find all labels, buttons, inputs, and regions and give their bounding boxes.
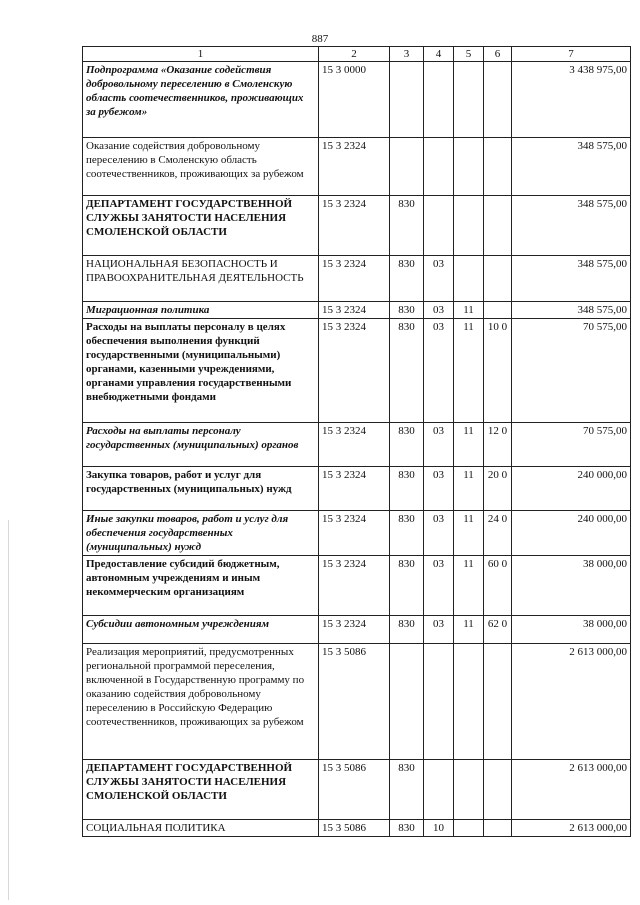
row-section-cell: 03: [424, 467, 454, 511]
row-subsection-cell: 11: [454, 302, 484, 319]
row-dept-cell: [390, 62, 424, 138]
row-amount-cell: 348 575,00: [512, 302, 631, 319]
row-type-cell: 12 0: [484, 423, 512, 467]
header-col-6: 6: [484, 47, 512, 62]
row-name-cell: СОЦИАЛЬНАЯ ПОЛИТИКА: [83, 820, 319, 837]
row-subsection-cell: [454, 760, 484, 820]
table-row: [83, 423, 631, 467]
row-code-cell: 15 3 2324: [319, 423, 390, 467]
table-row: [83, 138, 631, 196]
row-dept-cell: 830: [390, 423, 424, 467]
scan-margin-line: [8, 520, 9, 900]
row-name-cell: Подпрограмма «Оказание содействия добровольному переселению в Смоленскую область соотечественников, проживающих за рубежом»: [83, 62, 319, 138]
row-amount-cell: 348 575,00: [512, 138, 631, 196]
row-name-cell: Предоставление субсидий бюджетным, автономным учреждениям и иным некоммерческим организациям: [83, 556, 319, 616]
row-name-cell: ДЕПАРТАМЕНТ ГОСУДАРСТВЕННОЙ СЛУЖБЫ ЗАНЯТОСТИ НАСЕЛЕНИЯ СМОЛЕНСКОЙ ОБЛАСТИ: [83, 760, 319, 820]
row-name-cell: НАЦИОНАЛЬНАЯ БЕЗОПАСНОСТЬ И ПРАВООХРАНИТЕЛЬНАЯ ДЕЯТЕЛЬНОСТЬ: [83, 256, 319, 302]
row-amount-cell: 38 000,00: [512, 556, 631, 616]
row-code-cell: 15 3 2324: [319, 511, 390, 556]
row-type-cell: 10 0: [484, 319, 512, 423]
table-row: [83, 256, 631, 302]
row-code-cell: 15 3 2324: [319, 319, 390, 423]
row-amount-cell: 3 438 975,00: [512, 62, 631, 138]
row-type-cell: [484, 62, 512, 138]
row-dept-cell: [390, 138, 424, 196]
row-section-cell: 03: [424, 302, 454, 319]
table-row: [83, 556, 631, 616]
row-dept-cell: [390, 644, 424, 760]
header-col-3: 3: [390, 47, 424, 62]
row-name-cell: Миграционная политика: [83, 302, 319, 319]
row-section-cell: [424, 644, 454, 760]
row-name-cell: Субсидии автономным учреждениям: [83, 616, 319, 644]
row-code-cell: 15 3 0000: [319, 62, 390, 138]
row-subsection-cell: 11: [454, 616, 484, 644]
row-dept-cell: 830: [390, 196, 424, 256]
row-dept-cell: 830: [390, 302, 424, 319]
row-subsection-cell: [454, 820, 484, 837]
row-amount-cell: 70 575,00: [512, 423, 631, 467]
budget-table: [82, 46, 631, 837]
row-subsection-cell: 11: [454, 511, 484, 556]
row-amount-cell: 240 000,00: [512, 467, 631, 511]
row-code-cell: 15 3 2324: [319, 196, 390, 256]
row-section-cell: [424, 196, 454, 256]
row-section-cell: 10: [424, 820, 454, 837]
row-amount-cell: 348 575,00: [512, 256, 631, 302]
table-row: [83, 644, 631, 760]
row-code-cell: 15 3 2324: [319, 138, 390, 196]
page-number: 887: [311, 33, 329, 45]
row-dept-cell: 830: [390, 760, 424, 820]
row-section-cell: [424, 760, 454, 820]
row-code-cell: 15 3 5086: [319, 644, 390, 760]
row-section-cell: 03: [424, 423, 454, 467]
table-row: [83, 196, 631, 256]
row-name-cell: Оказание содействия добровольному переселению в Смоленскую область соотечественников, проживающих за рубежом: [83, 138, 319, 196]
table-row: [83, 760, 631, 820]
row-code-cell: 15 3 2324: [319, 467, 390, 511]
row-subsection-cell: 11: [454, 556, 484, 616]
row-code-cell: 15 3 2324: [319, 556, 390, 616]
row-amount-cell: 2 613 000,00: [512, 760, 631, 820]
row-section-cell: 03: [424, 556, 454, 616]
table-row: [83, 62, 631, 138]
row-name-cell: Закупка товаров, работ и услуг для государственных (муниципальных) нужд: [83, 467, 319, 511]
row-amount-cell: 348 575,00: [512, 196, 631, 256]
row-section-cell: [424, 62, 454, 138]
header-col-2: 2: [319, 47, 390, 62]
row-name-cell: Расходы на выплаты персоналу государственных (муниципальных) органов: [83, 423, 319, 467]
row-section-cell: 03: [424, 511, 454, 556]
row-subsection-cell: [454, 256, 484, 302]
row-dept-cell: 830: [390, 256, 424, 302]
row-subsection-cell: 11: [454, 423, 484, 467]
row-section-cell: 03: [424, 319, 454, 423]
table-row: [83, 302, 631, 319]
row-section-cell: 03: [424, 616, 454, 644]
row-type-cell: [484, 196, 512, 256]
row-dept-cell: 830: [390, 616, 424, 644]
row-amount-cell: 38 000,00: [512, 616, 631, 644]
row-subsection-cell: [454, 196, 484, 256]
row-type-cell: 62 0: [484, 616, 512, 644]
row-dept-cell: 830: [390, 511, 424, 556]
table-row: [83, 511, 631, 556]
row-name-cell: Иные закупки товаров, работ и услуг для обеспечения государственных (муниципальных) нужд: [83, 511, 319, 556]
row-subsection-cell: 11: [454, 319, 484, 423]
row-type-cell: [484, 760, 512, 820]
row-section-cell: [424, 138, 454, 196]
row-section-cell: 03: [424, 256, 454, 302]
row-type-cell: [484, 820, 512, 837]
row-amount-cell: 2 613 000,00: [512, 820, 631, 837]
row-code-cell: 15 3 5086: [319, 760, 390, 820]
row-amount-cell: 2 613 000,00: [512, 644, 631, 760]
row-type-cell: 20 0: [484, 467, 512, 511]
header-col-4: 4: [424, 47, 454, 62]
row-type-cell: [484, 256, 512, 302]
row-dept-cell: 830: [390, 467, 424, 511]
row-dept-cell: 830: [390, 319, 424, 423]
row-dept-cell: 830: [390, 820, 424, 837]
row-dept-cell: 830: [390, 556, 424, 616]
header-row: [83, 47, 631, 62]
header-col-5: 5: [454, 47, 484, 62]
header-col-7: 7: [512, 47, 631, 62]
row-code-cell: 15 3 2324: [319, 616, 390, 644]
table-row: [83, 467, 631, 511]
row-subsection-cell: 11: [454, 467, 484, 511]
row-type-cell: [484, 138, 512, 196]
header-col-1: 1: [83, 47, 319, 62]
row-subsection-cell: [454, 138, 484, 196]
row-type-cell: [484, 302, 512, 319]
row-name-cell: Расходы на выплаты персоналу в целях обеспечения выполнения функций государственными (муниципальными) органами, казенными учреждениями, органами управления государственными внебюджетными фондами: [83, 319, 319, 423]
row-name-cell: Реализация мероприятий, предусмотренных региональной программой переселения, включенной в Государственную программу по оказанию содействия добровольному переселению в Российскую Федерацию соотечественников, проживающих за рубежом: [83, 644, 319, 760]
row-amount-cell: 240 000,00: [512, 511, 631, 556]
row-code-cell: 15 3 5086: [319, 820, 390, 837]
table-row: [83, 616, 631, 644]
row-name-cell: ДЕПАРТАМЕНТ ГОСУДАРСТВЕННОЙ СЛУЖБЫ ЗАНЯТОСТИ НАСЕЛЕНИЯ СМОЛЕНСКОЙ ОБЛАСТИ: [83, 196, 319, 256]
row-type-cell: 60 0: [484, 556, 512, 616]
table-row: [83, 820, 631, 837]
table-row: [83, 319, 631, 423]
row-type-cell: [484, 644, 512, 760]
row-type-cell: 24 0: [484, 511, 512, 556]
row-amount-cell: 70 575,00: [512, 319, 631, 423]
row-subsection-cell: [454, 644, 484, 760]
row-subsection-cell: [454, 62, 484, 138]
row-code-cell: 15 3 2324: [319, 256, 390, 302]
row-code-cell: 15 3 2324: [319, 302, 390, 319]
